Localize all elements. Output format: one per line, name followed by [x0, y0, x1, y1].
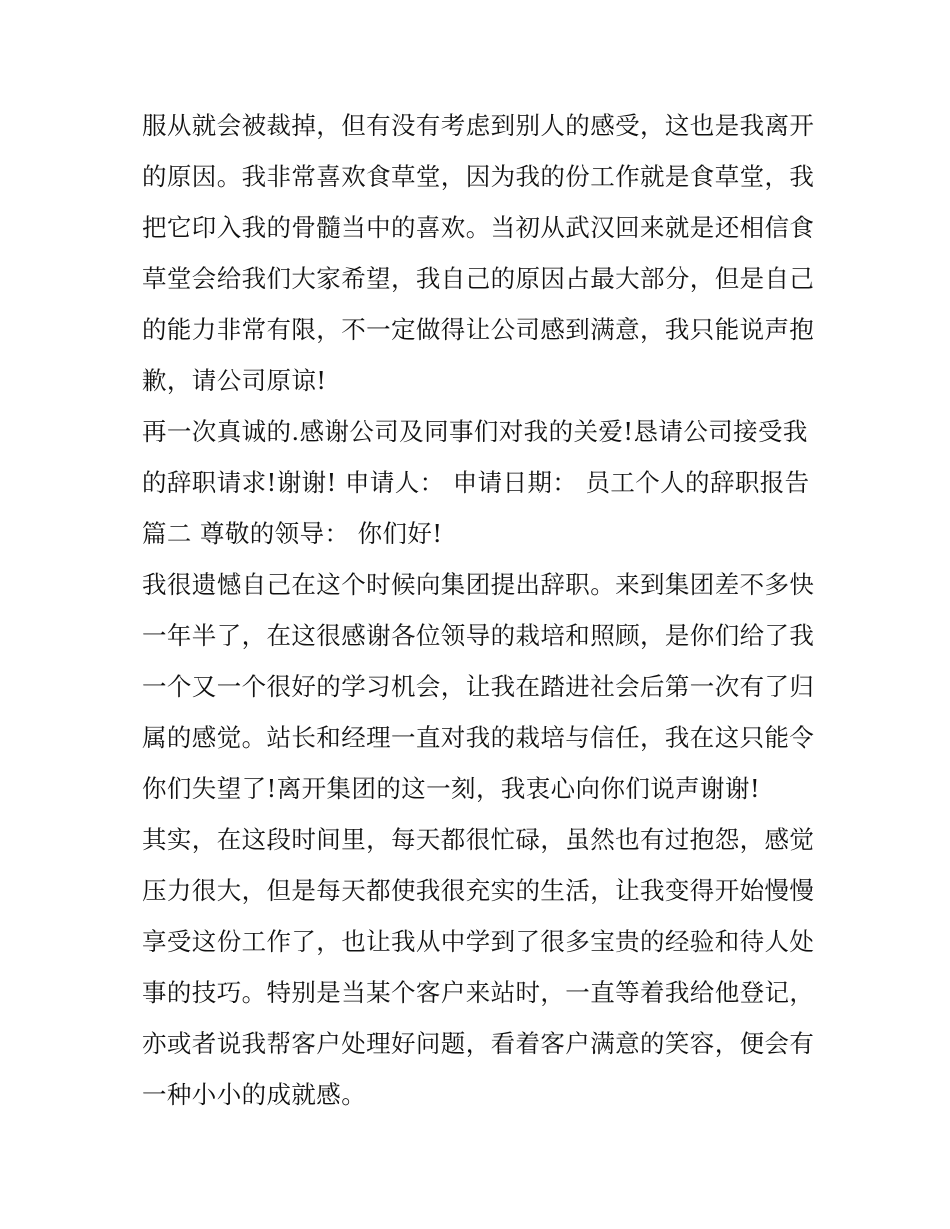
text-line: 的原因。我非常喜欢食草堂，因为我的份工作就是食草堂，我	[142, 162, 815, 191]
text-line: 其实，在这段时间里，每天都很忙碌，虽然也有过抱怨，感觉	[142, 825, 815, 854]
section-heading-line: 篇二 尊敬的领导： 你们好!	[142, 519, 443, 548]
text-line: 草堂会给我们大家希望，我自己的原因占最大部分，但是自己	[142, 264, 815, 293]
text-line: 我很遗憾自己在这个时候向集团提出辞职。来到集团差不多快	[142, 570, 815, 599]
text-line: 一种小小的成就感。	[142, 1080, 367, 1109]
text-line: 的辞职请求!谢谢! 申请人： 申请日期： 员工个人的辞职报告	[142, 468, 810, 497]
text-line: 把它印入我的骨髓当中的喜欢。当初从武汉回来就是还相信食	[142, 213, 815, 242]
text-line: 属的感觉。站长和经理一直对我的栽培与信任，我在这只能令	[142, 723, 815, 752]
text-line: 一个又一个很好的学习机会，让我在踏进社会后第一次有了归	[142, 672, 815, 701]
text-line: 事的技巧。特别是当某个客户来站时，一直等着我给他登记，	[142, 978, 815, 1007]
text-line: 服从就会被裁掉，但有没有考虑到别人的感受，这也是我离开	[142, 111, 815, 140]
text-line: 一年半了，在这很感谢各位领导的栽培和照顾，是你们给了我	[142, 621, 815, 650]
text-line: 歉，请公司原谅!	[142, 366, 327, 395]
text-line: 再一次真诚的.感谢公司及同事们对我的关爱!恳请公司接受我	[142, 417, 808, 446]
text-line: 亦或者说我帮客户处理好问题，看着客户满意的笑容，便会有	[142, 1029, 815, 1058]
text-line: 你们失望了!离开集团的这一刻，我衷心向你们说声谢谢!	[142, 774, 761, 803]
text-line: 享受这份工作了，也让我从中学到了很多宝贵的经验和待人处	[142, 927, 815, 956]
body-text	[142, 100, 822, 1120]
text-line: 的能力非常有限，不一定做得让公司感到满意，我只能说声抱	[142, 315, 815, 344]
text-line: 压力很大，但是每天都使我很充实的生活，让我变得开始慢慢	[142, 876, 815, 905]
